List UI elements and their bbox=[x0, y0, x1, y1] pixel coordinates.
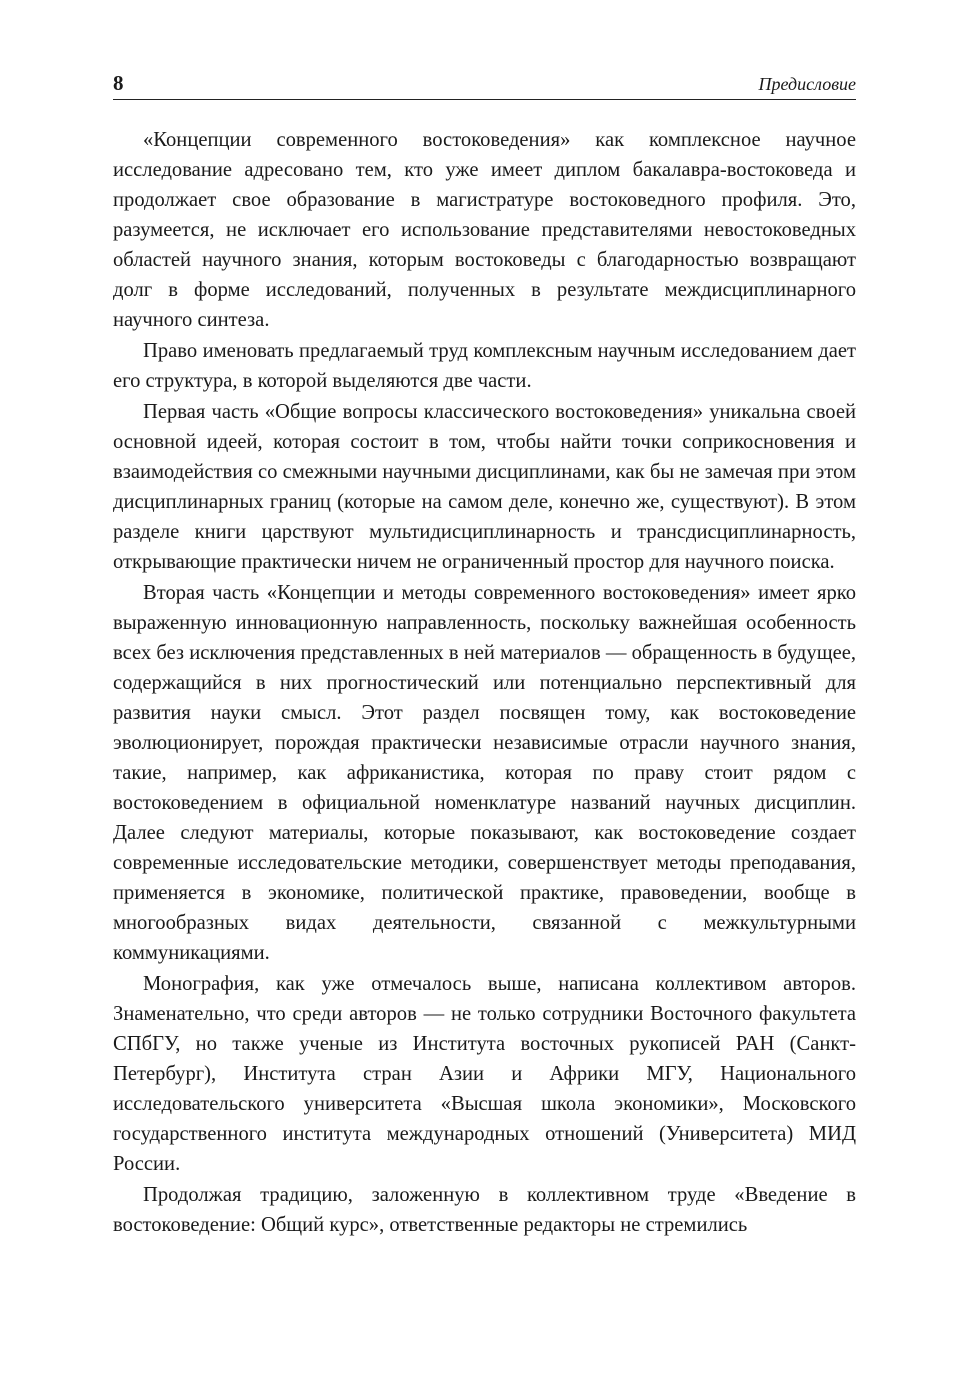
running-header bbox=[113, 70, 856, 100]
page-number: 8 bbox=[113, 71, 124, 95]
section-title: Предисловие bbox=[758, 74, 856, 94]
paragraph: Первая часть «Общие вопросы классического востоковедения» уникальна своей основной идеей, которая состоит в том, чтобы найти точки соприкосновения и взаимодействия со смежными научными дисциплинами, как бы не замечая при этом дисциплинарных границ (которые на самом деле, конечно же, существуют). В этом разделе книги царствуют мультидисциплинарность и трансдисциплинарность, открывающие практически ничем не ограниченный простор для научного поиска. bbox=[113, 401, 856, 573]
paragraph: Право именовать предлагаемый труд комплексным научным исследованием дает его структура, в которой выделяются две части. bbox=[113, 340, 856, 392]
paragraph: Вторая часть «Концепции и методы современного востоковедения» имеет ярко выраженную инновационную направленность, поскольку важнейшая особенность всех без исключения представленных в ней материалов — обращенность в будущее, содержащийся в них прогностический или потенциально перспективный для развития науки смысл. Этот раздел посвящен тому, как востоковедение эволюционирует, порождая практически независимые отрасли научного знания, такие, например, как африканистика, которая по праву стоит рядом с востоковедением в официальной номенклатуре названий научных дисциплин. Далее следуют материалы, которые показывают, как востоковедение создает современные исследовательские методики, совершенствует методы преподавания, применяется в экономике, политической практике, правоведении, вообще в многообразных видах деятельности, связанной с межкультурными коммуникациями. bbox=[113, 582, 856, 964]
body-text bbox=[113, 125, 856, 1240]
paragraph: Монография, как уже отмечалось выше, написана коллективом авторов. Знаменательно, что среди авторов — не только сотрудники Восточного факультета СПбГУ, но также ученые из Института восточных рукописей РАН (Санкт-Петербург), Института стран Азии и Африки МГУ, Национального исследовательского университета «Высшая школа экономики», Московского государственного института международных отношений (Университета) МИД России. bbox=[113, 973, 856, 1175]
paragraph: Продолжая традицию, заложенную в коллективном труде «Введение в востоковедение: Общий курс», ответственные редакторы не стремились bbox=[113, 1184, 856, 1236]
paragraph: «Концепции современного востоковедения» как комплексное научное исследование адресовано тем, кто уже имеет диплом бакалавра-востоковеда и продолжает свое образование в магистратуре востоковедного профиля. Это, разумеется, не исключает его использование представителями невостоковедных областей научного знания, которым востоковеды с благодарностью возвращают долг в форме исследований, полученных в результате междисциплинарного научного синтеза. bbox=[113, 129, 856, 331]
book-page bbox=[113, 70, 856, 1240]
